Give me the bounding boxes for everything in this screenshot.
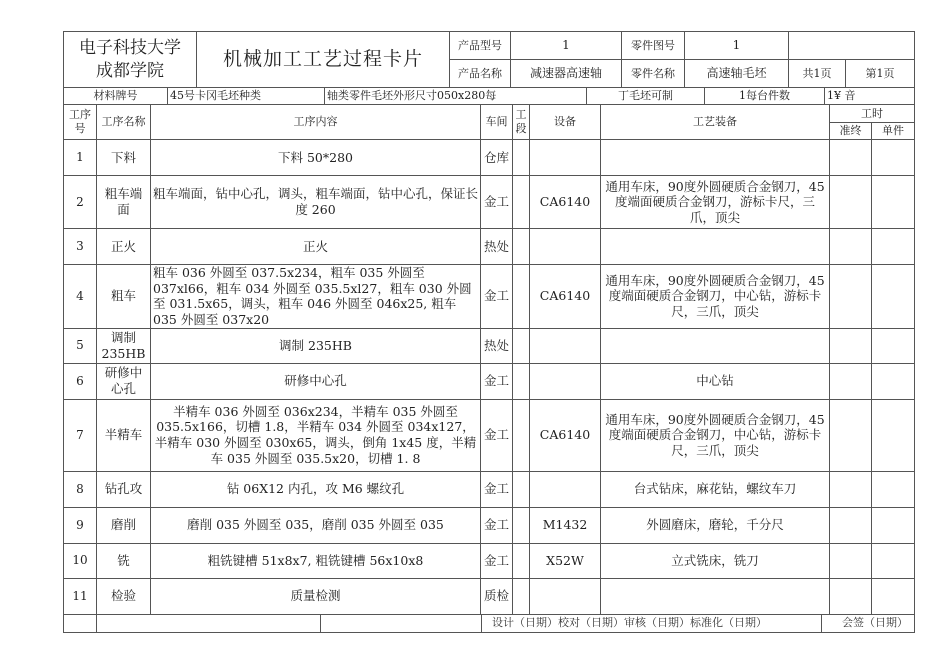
col-section: 工段 xyxy=(513,105,530,140)
op-workshop: 质检 xyxy=(481,578,513,614)
op-section xyxy=(513,363,530,399)
op-section xyxy=(513,543,530,578)
op-equipment xyxy=(530,363,601,399)
op-prep-time xyxy=(830,578,872,614)
op-prep-time xyxy=(830,543,872,578)
op-section xyxy=(513,578,530,614)
card-header xyxy=(63,31,915,88)
op-unit-time xyxy=(872,363,915,399)
op-content: 下料 50*280 xyxy=(151,140,481,176)
col-workshop: 车间 xyxy=(481,105,513,140)
op-prep-time xyxy=(830,140,872,176)
op-equipment: CA6140 xyxy=(530,399,601,471)
op-unit-time xyxy=(872,265,915,329)
op-tooling xyxy=(601,578,830,614)
op-name: 研修中心孔 xyxy=(97,363,151,399)
part-drawing-label: 零件图号 xyxy=(622,32,685,60)
op-name: 正火 xyxy=(97,229,151,265)
parts-per-unit: 1每台件数 xyxy=(705,88,825,105)
op-prep-time xyxy=(830,176,872,229)
op-number: 6 xyxy=(64,363,97,399)
op-content: 粗车端面，钻中心孔，调头，粗车端面，钻中心孔，保证长度 260 xyxy=(151,176,481,229)
op-unit-time xyxy=(872,543,915,578)
col-op-name: 工序名称 xyxy=(97,105,151,140)
op-prep-time xyxy=(830,363,872,399)
blank-make: 丁毛坯可制 xyxy=(587,88,705,105)
op-workshop: 金工 xyxy=(481,176,513,229)
table-row xyxy=(64,543,915,578)
op-equipment xyxy=(530,229,601,265)
op-name: 铣 xyxy=(97,543,151,578)
col-unit-time: 单件 xyxy=(872,123,915,140)
op-number: 4 xyxy=(64,265,97,329)
op-equipment xyxy=(530,328,601,363)
op-workshop: 金工 xyxy=(481,399,513,471)
school-name xyxy=(64,32,197,88)
op-unit-time xyxy=(872,507,915,543)
op-content: 半精车 036 外圆至 036x234，半精车 035 外圆至 035.5x166，切槽 1.8，半精车 034 外圆至 034x127，半精车 030 外圆至 030x65，调头，倒角 1x45 度，半精车 035 外圆至 035.5x20，切槽 1. 8 xyxy=(151,399,481,471)
part-name-value: 高速轴毛坯 xyxy=(685,60,789,88)
op-name: 下料 xyxy=(97,140,151,176)
op-content: 研修中心孔 xyxy=(151,363,481,399)
op-name: 半精车 xyxy=(97,399,151,471)
col-tooling: 工艺装备 xyxy=(601,105,830,140)
op-tooling: 通用车床，90度外圆硬质合金钢刀，45度端面硬质合金钢刀，游标卡尺，三爪，顶尖 xyxy=(601,176,830,229)
table-row xyxy=(64,265,915,329)
op-section xyxy=(513,229,530,265)
op-name: 磨削 xyxy=(97,507,151,543)
signature-labels: 设计（日期）校对（日期）审核（日期）标准化（日期） xyxy=(482,614,822,632)
op-workshop: 金工 xyxy=(481,543,513,578)
op-unit-time xyxy=(872,471,915,507)
product-model-value: 1 xyxy=(511,32,622,60)
op-unit-time xyxy=(872,176,915,229)
op-workshop: 金工 xyxy=(481,363,513,399)
op-prep-time xyxy=(830,399,872,471)
col-equipment: 设备 xyxy=(530,105,601,140)
process-card xyxy=(63,31,913,633)
op-equipment: CA6140 xyxy=(530,176,601,229)
op-number: 5 xyxy=(64,328,97,363)
footer-blank-1 xyxy=(64,614,97,632)
col-prep-time: 准终 xyxy=(830,123,872,140)
table-row xyxy=(64,363,915,399)
op-content: 磨削 035 外圆至 035，磨削 035 外圆至 035 xyxy=(151,507,481,543)
op-equipment xyxy=(530,140,601,176)
page-title: 机械加工工艺过程卡片 xyxy=(197,32,450,88)
op-section xyxy=(513,265,530,329)
operations-table xyxy=(63,104,915,615)
op-tooling: 通用车床，90度外圆硬质合金钢刀，45度端面硬质合金钢刀，中心钻，游标卡尺，三爪，顶尖 xyxy=(601,265,830,329)
op-number: 1 xyxy=(64,140,97,176)
op-name: 检验 xyxy=(97,578,151,614)
op-equipment: CA6140 xyxy=(530,265,601,329)
op-unit-time xyxy=(872,140,915,176)
op-number: 7 xyxy=(64,399,97,471)
school-line1: 电子科技大学 xyxy=(79,37,181,58)
product-name-value: 减速器高速轴 xyxy=(511,60,622,88)
op-workshop: 热处 xyxy=(481,328,513,363)
op-prep-time xyxy=(830,507,872,543)
page-number: 第1页 xyxy=(846,60,915,88)
op-number: 9 xyxy=(64,507,97,543)
table-row xyxy=(64,399,915,471)
op-number: 2 xyxy=(64,176,97,229)
op-equipment: X52W xyxy=(530,543,601,578)
op-name: 调制 235HB xyxy=(97,328,151,363)
signature-row xyxy=(63,614,915,633)
op-tooling xyxy=(601,140,830,176)
op-tooling: 中心钻 xyxy=(601,363,830,399)
material-grade: 45号卡冈毛坯种类 xyxy=(168,88,325,105)
op-equipment xyxy=(530,578,601,614)
op-prep-time xyxy=(830,471,872,507)
table-row xyxy=(64,471,915,507)
column-header-row xyxy=(64,105,915,123)
op-tooling xyxy=(601,328,830,363)
op-number: 11 xyxy=(64,578,97,614)
part-name-label: 零件名称 xyxy=(622,60,685,88)
col-op-no: 工序号 xyxy=(64,105,97,140)
op-prep-time xyxy=(830,265,872,329)
op-tooling xyxy=(601,229,830,265)
op-section xyxy=(513,176,530,229)
op-equipment: M1432 xyxy=(530,507,601,543)
op-prep-time xyxy=(830,229,872,265)
material-row xyxy=(63,87,915,105)
op-content: 质量检测 xyxy=(151,578,481,614)
op-content: 粗铣键槽 51x8x7, 粗铣键槽 56x10x8 xyxy=(151,543,481,578)
op-section xyxy=(513,471,530,507)
material-label: 材料牌号 xyxy=(64,88,168,105)
op-content: 粗车 036 外圆至 037.5x234，粗车 035 外圆至 037xl66，粗车 034 外圆至 035.5xl27，粗车 030 外圆至 031.5x65，调头，粗车 046 外圆至 046x25, 粗车 035 外圆至 037x20 xyxy=(151,265,481,329)
op-tooling: 台式钻床，麻花钻，螺纹车刀 xyxy=(601,471,830,507)
op-unit-time xyxy=(872,578,915,614)
op-content: 正火 xyxy=(151,229,481,265)
op-workshop: 金工 xyxy=(481,471,513,507)
table-row xyxy=(64,578,915,614)
col-op-content: 工序内容 xyxy=(151,105,481,140)
table-row xyxy=(64,140,915,176)
table-row xyxy=(64,176,915,229)
countersign-label: 会签（日期） xyxy=(822,614,915,632)
op-tooling: 通用车床，90度外圆硬质合金钢刀，45度端面硬质合金钢刀，中心钻，游标卡尺，三爪，顶尖 xyxy=(601,399,830,471)
col-hours: 工时 xyxy=(830,105,915,123)
table-row xyxy=(64,229,915,265)
total-pages: 共1页 xyxy=(789,60,846,88)
op-prep-time xyxy=(830,328,872,363)
footer-blank-2 xyxy=(97,614,321,632)
op-content: 调制 235HB xyxy=(151,328,481,363)
op-content: 钻 06X12 内孔，攻 M6 螺纹孔 xyxy=(151,471,481,507)
table-row xyxy=(64,328,915,363)
op-workshop: 热处 xyxy=(481,229,513,265)
op-unit-time xyxy=(872,328,915,363)
material-tail: 1¥ 音 xyxy=(825,88,915,105)
op-section xyxy=(513,140,530,176)
op-unit-time xyxy=(872,399,915,471)
op-workshop: 仓库 xyxy=(481,140,513,176)
op-number: 10 xyxy=(64,543,97,578)
op-section xyxy=(513,507,530,543)
footer-blank-3 xyxy=(321,614,482,632)
op-equipment xyxy=(530,471,601,507)
op-tooling: 外圆磨床，磨轮，千分尺 xyxy=(601,507,830,543)
op-number: 3 xyxy=(64,229,97,265)
school-line2: 成都学院 xyxy=(96,60,164,81)
table-row xyxy=(64,507,915,543)
op-section xyxy=(513,328,530,363)
op-name: 钻孔攻 xyxy=(97,471,151,507)
op-unit-time xyxy=(872,229,915,265)
op-workshop: 金工 xyxy=(481,507,513,543)
op-name: 粗车 xyxy=(97,265,151,329)
op-number: 8 xyxy=(64,471,97,507)
part-drawing-value: 1 xyxy=(685,32,789,60)
op-section xyxy=(513,399,530,471)
blank-size: 轴类零件毛坯外形尺寸050x280每 xyxy=(325,88,587,105)
op-name: 粗车端面 xyxy=(97,176,151,229)
op-tooling: 立式铣床，铣刀 xyxy=(601,543,830,578)
header-blank xyxy=(789,32,915,60)
product-model-label: 产品型号 xyxy=(450,32,511,60)
op-workshop: 金工 xyxy=(481,265,513,329)
product-name-label: 产品名称 xyxy=(450,60,511,88)
